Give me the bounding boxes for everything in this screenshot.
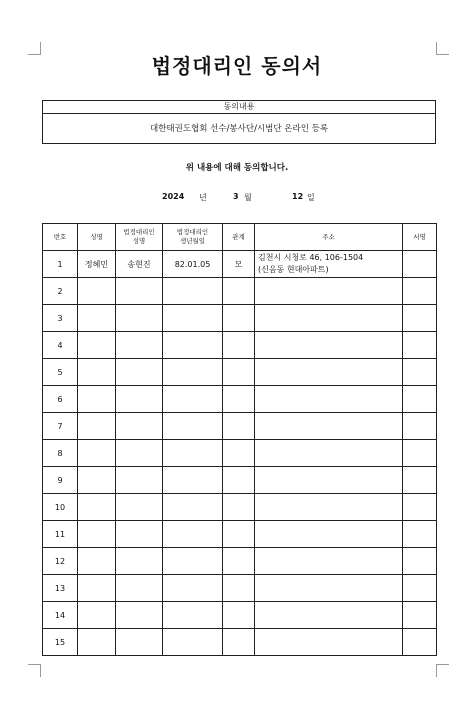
cell-name[interactable]	[78, 629, 116, 656]
cell-guardian-birth[interactable]	[163, 332, 223, 359]
cell-guardian-birth[interactable]	[163, 548, 223, 575]
cell-signature[interactable]	[403, 575, 437, 602]
cell-guardian-name[interactable]	[116, 359, 163, 386]
table-row	[43, 332, 437, 359]
cell-no: 14	[43, 602, 78, 629]
cell-name[interactable]	[78, 278, 116, 305]
cell-guardian-name[interactable]	[116, 548, 163, 575]
cell-relation[interactable]	[223, 305, 255, 332]
cell-name[interactable]	[78, 305, 116, 332]
cell-address[interactable]	[255, 575, 403, 602]
header-no: 번호	[43, 224, 78, 251]
address-line-2: (신음동 현대아파트)	[258, 265, 329, 274]
cell-guardian-birth[interactable]	[163, 440, 223, 467]
consent-header: 동의내용	[43, 101, 435, 114]
cell-signature[interactable]	[403, 332, 437, 359]
cell-guardian-name[interactable]	[116, 278, 163, 305]
header-guardian-name: 법정대리인 성명	[116, 224, 163, 251]
cell-signature[interactable]	[403, 548, 437, 575]
cell-no: 7	[43, 413, 78, 440]
agreement-text: 위 내용에 대해 동의합니다.	[185, 163, 289, 173]
cell-signature[interactable]	[403, 629, 437, 656]
cell-no: 4	[43, 332, 78, 359]
cell-no: 9	[43, 467, 78, 494]
cell-address[interactable]	[255, 602, 403, 629]
cell-relation[interactable]	[223, 494, 255, 521]
document-title: 법정대리인 동의서	[151, 54, 323, 78]
cell-name[interactable]: 정혜민	[78, 251, 116, 278]
cell-guardian-name[interactable]	[116, 602, 163, 629]
cell-signature[interactable]	[403, 602, 437, 629]
table-row	[43, 494, 437, 521]
cell-guardian-name[interactable]	[116, 386, 163, 413]
cell-name[interactable]	[78, 413, 116, 440]
header-name: 성명	[78, 224, 116, 251]
cell-no: 3	[43, 305, 78, 332]
cell-relation[interactable]	[223, 602, 255, 629]
header-guardian-birth: 법정대리인 생년월일	[163, 224, 223, 251]
cell-no: 1	[43, 251, 78, 278]
table-row	[43, 305, 437, 332]
header-relation: 관계	[223, 224, 255, 251]
cell-no: 6	[43, 386, 78, 413]
cell-name[interactable]	[78, 521, 116, 548]
cell-guardian-birth[interactable]	[163, 386, 223, 413]
date-day-label: 일	[307, 193, 315, 202]
cell-guardian-birth[interactable]	[163, 629, 223, 656]
cell-relation[interactable]	[223, 548, 255, 575]
cell-relation[interactable]: 모	[223, 251, 255, 278]
cell-address[interactable]	[255, 359, 403, 386]
table-row	[43, 548, 437, 575]
cell-guardian-birth[interactable]	[163, 602, 223, 629]
cell-name[interactable]	[78, 548, 116, 575]
cell-signature[interactable]	[403, 251, 437, 278]
table-row	[43, 602, 437, 629]
address-line-1: 김천시 시청로 46, 106-1504	[258, 253, 364, 262]
cell-relation[interactable]	[223, 575, 255, 602]
cell-name[interactable]	[78, 494, 116, 521]
cell-signature[interactable]	[403, 521, 437, 548]
cell-guardian-name[interactable]	[116, 494, 163, 521]
cell-signature[interactable]	[403, 278, 437, 305]
cell-name[interactable]	[78, 440, 116, 467]
cell-relation[interactable]	[223, 359, 255, 386]
cell-relation[interactable]	[223, 332, 255, 359]
table-row	[43, 467, 437, 494]
cell-relation[interactable]	[223, 413, 255, 440]
cell-address[interactable]	[255, 548, 403, 575]
cell-relation[interactable]	[223, 386, 255, 413]
cell-address[interactable]	[255, 332, 403, 359]
cell-guardian-birth[interactable]	[163, 305, 223, 332]
table-header-row	[43, 224, 437, 251]
cell-relation[interactable]	[223, 440, 255, 467]
cell-guardian-birth[interactable]: 82.01.05	[163, 251, 223, 278]
consent-table	[42, 223, 437, 656]
consent-box	[42, 100, 436, 144]
cell-guardian-birth[interactable]	[163, 278, 223, 305]
date-month: 3	[233, 192, 239, 201]
cell-guardian-birth[interactable]	[163, 521, 223, 548]
cell-guardian-birth[interactable]	[163, 413, 223, 440]
crop-mark-bottom-right	[436, 664, 449, 677]
date-year: 2024	[162, 192, 185, 201]
cell-guardian-birth[interactable]	[163, 467, 223, 494]
crop-mark-bottom-left	[28, 664, 41, 677]
cell-address[interactable]	[255, 251, 403, 278]
cell-address[interactable]	[255, 440, 403, 467]
table-row	[43, 521, 437, 548]
cell-guardian-name[interactable]	[116, 629, 163, 656]
table-row	[43, 440, 437, 467]
cell-relation[interactable]	[223, 629, 255, 656]
cell-guardian-birth[interactable]	[163, 359, 223, 386]
cell-no: 15	[43, 629, 78, 656]
table-row	[43, 386, 437, 413]
cell-guardian-name[interactable]	[116, 521, 163, 548]
cell-address[interactable]	[255, 629, 403, 656]
cell-guardian-name[interactable]	[116, 440, 163, 467]
cell-signature[interactable]	[403, 359, 437, 386]
cell-guardian-name[interactable]	[116, 413, 163, 440]
date-day: 12	[292, 192, 304, 201]
table-row	[43, 278, 437, 305]
cell-address[interactable]	[255, 386, 403, 413]
cell-guardian-birth[interactable]	[163, 494, 223, 521]
cell-name[interactable]	[78, 359, 116, 386]
cell-guardian-name[interactable]	[116, 467, 163, 494]
cell-relation[interactable]	[223, 521, 255, 548]
cell-signature[interactable]	[403, 494, 437, 521]
cell-guardian-name[interactable]	[116, 575, 163, 602]
cell-no: 12	[43, 548, 78, 575]
cell-no: 13	[43, 575, 78, 602]
cell-relation[interactable]	[223, 467, 255, 494]
cell-guardian-name[interactable]	[116, 305, 163, 332]
cell-no: 11	[43, 521, 78, 548]
consent-content: 대한태권도협회 선수/봉사단/시범단 온라인 등록	[149, 124, 329, 134]
cell-guardian-birth[interactable]	[163, 575, 223, 602]
cell-address[interactable]	[255, 413, 403, 440]
cell-signature[interactable]	[403, 467, 437, 494]
cell-signature[interactable]	[403, 305, 437, 332]
table-row	[43, 575, 437, 602]
table-row	[43, 251, 437, 278]
cell-no: 10	[43, 494, 78, 521]
cell-signature[interactable]	[403, 440, 437, 467]
header-signature: 서명	[403, 224, 437, 251]
cell-address[interactable]	[255, 467, 403, 494]
cell-name[interactable]	[78, 575, 116, 602]
cell-address[interactable]	[255, 521, 403, 548]
table-row	[43, 413, 437, 440]
cell-address[interactable]	[255, 305, 403, 332]
cell-address[interactable]	[255, 494, 403, 521]
header-address: 주소	[255, 224, 403, 251]
date-year-label: 년	[199, 193, 207, 202]
cell-name[interactable]	[78, 386, 116, 413]
cell-name[interactable]	[78, 332, 116, 359]
date-month-label: 월	[244, 193, 252, 202]
cell-no: 2	[43, 278, 78, 305]
cell-no: 5	[43, 359, 78, 386]
table-row	[43, 359, 437, 386]
cell-relation[interactable]	[223, 278, 255, 305]
cell-signature[interactable]	[403, 386, 437, 413]
cell-no: 8	[43, 440, 78, 467]
cell-signature[interactable]	[403, 413, 437, 440]
cell-name[interactable]	[78, 602, 116, 629]
cell-address[interactable]	[255, 278, 403, 305]
cell-guardian-name[interactable]	[116, 332, 163, 359]
cell-guardian-name[interactable]: 송현진	[116, 251, 163, 278]
table-row	[43, 629, 437, 656]
cell-name[interactable]	[78, 467, 116, 494]
